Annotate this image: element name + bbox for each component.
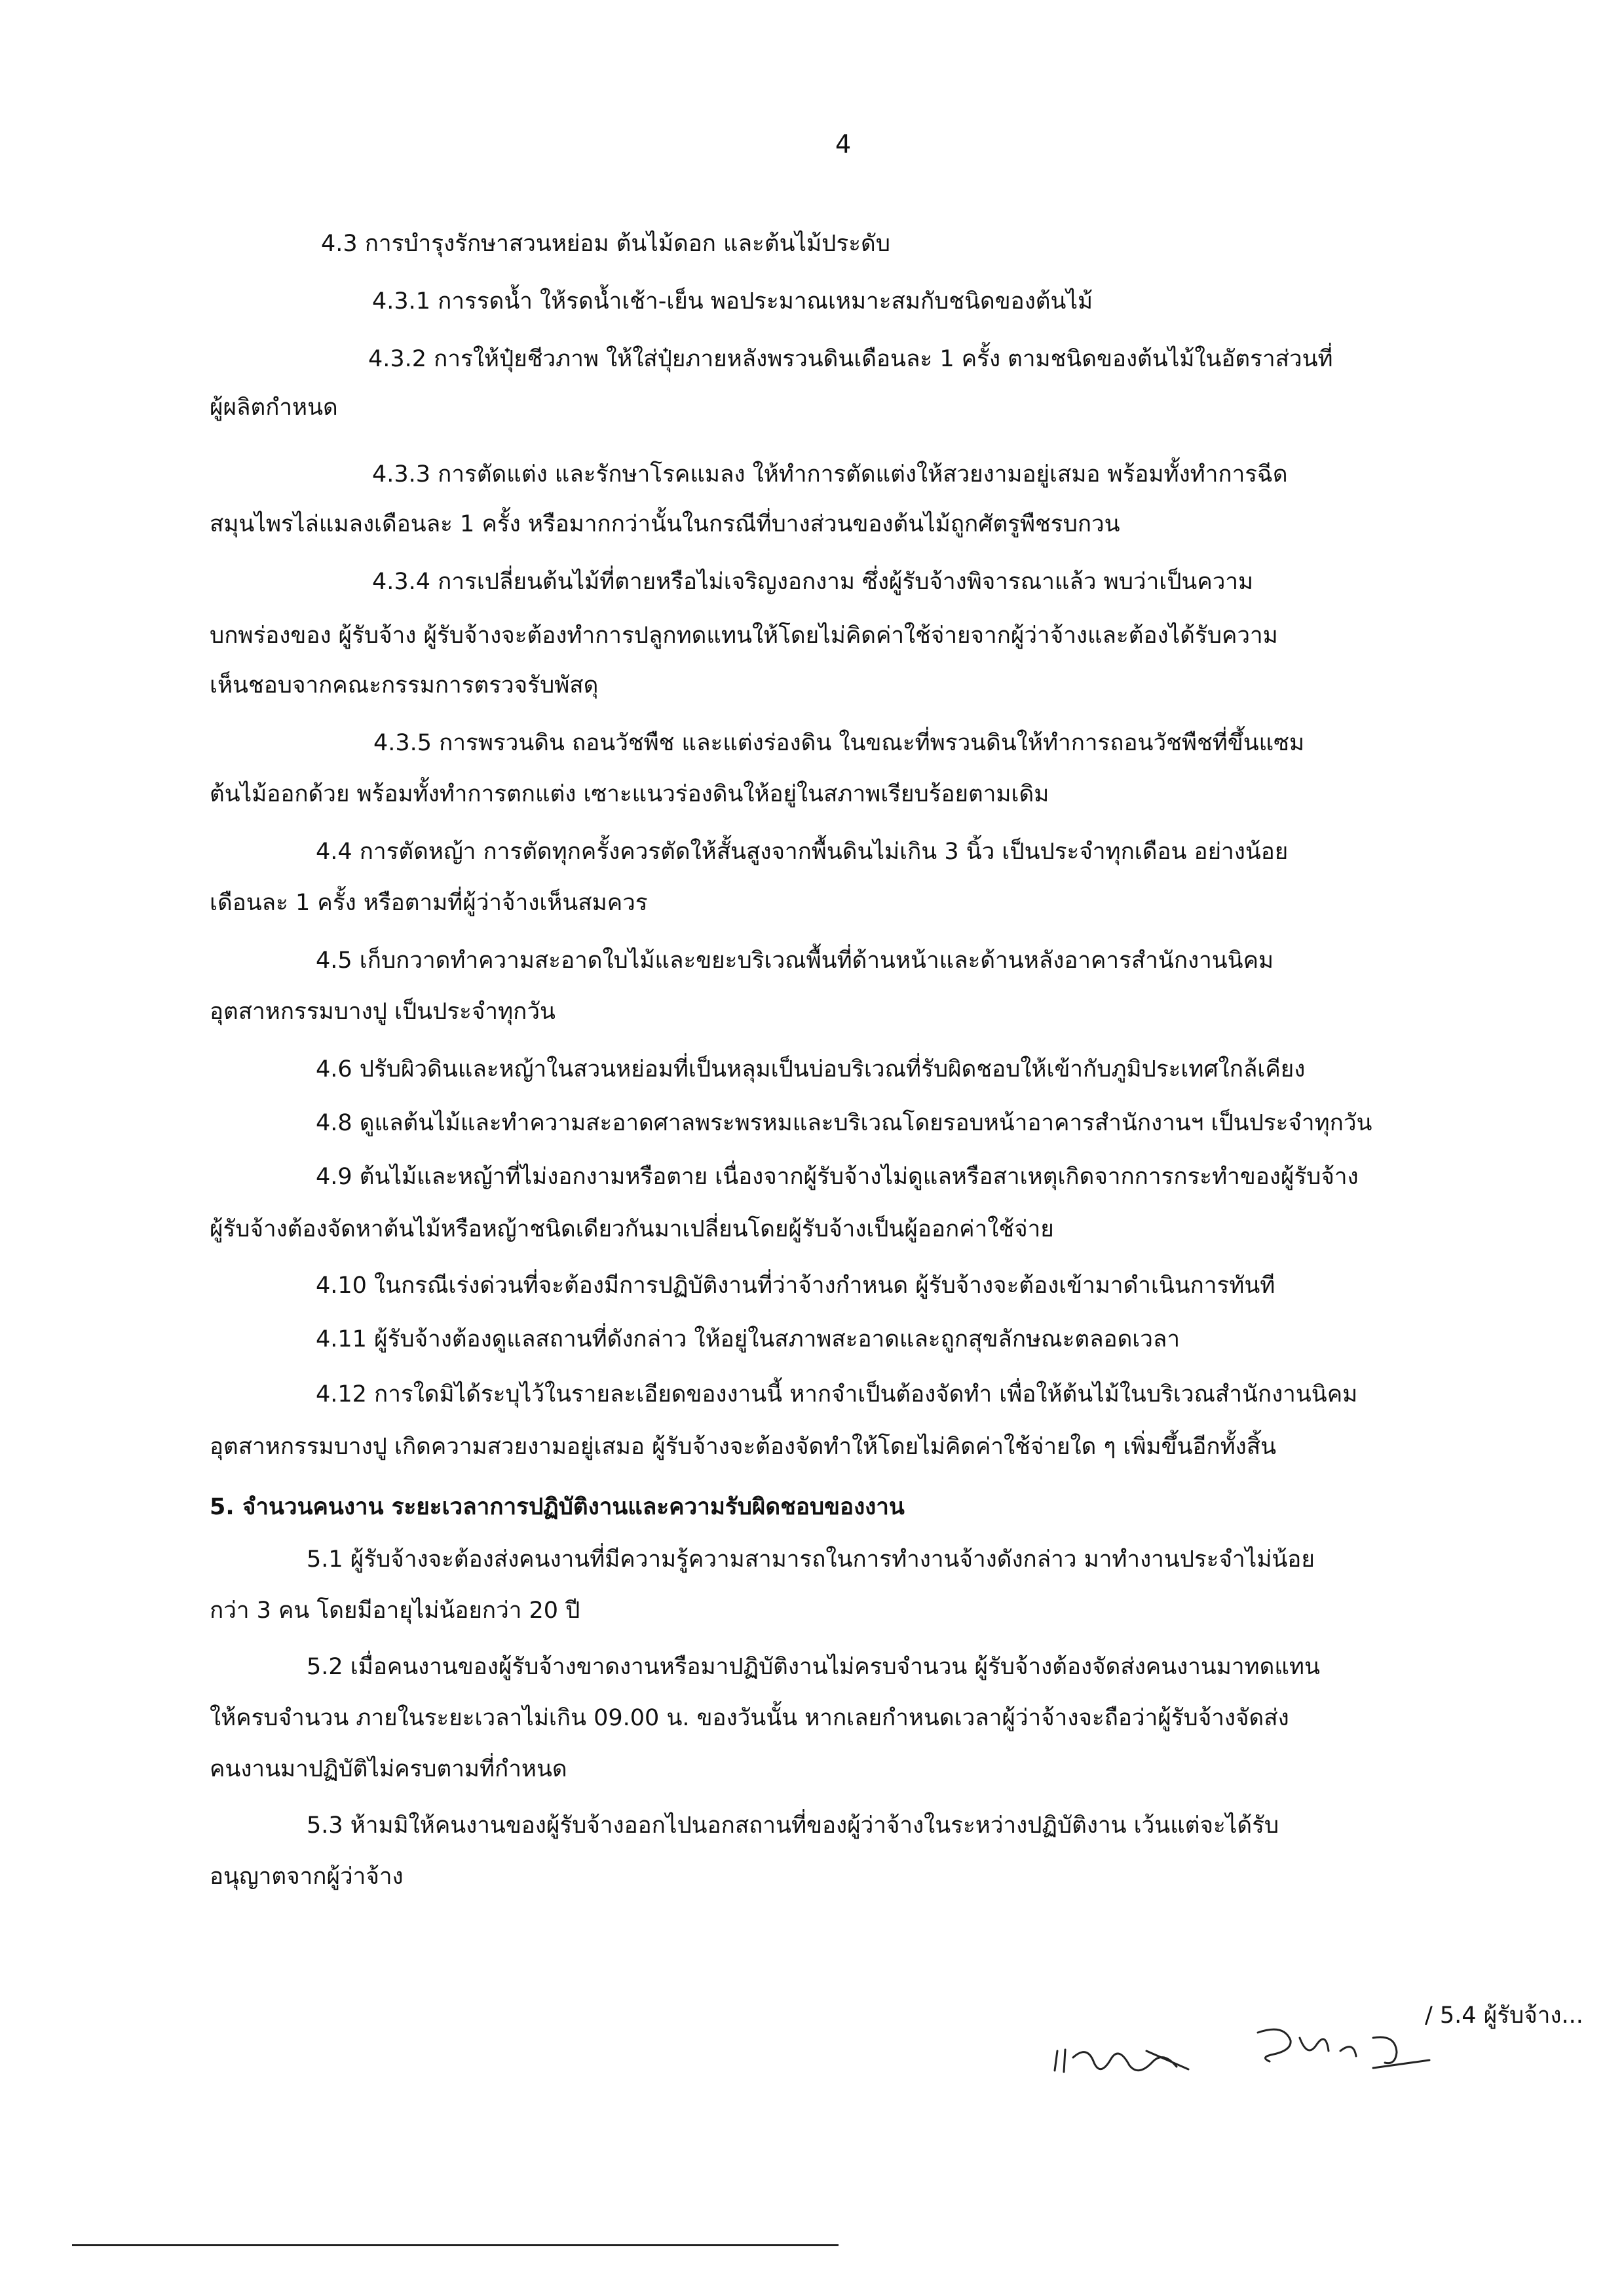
paragraph-line: 4.3.1 การรดน้ำ ให้รดน้ำเช้า-เย็น พอประมาณเหมาะสมกับชนิดของต้นไม้ [372, 288, 1093, 315]
paragraph-line: 5.2 เมื่อคนงานของผู้รับจ้างขาดงานหรือมาปฏิบัติงานไม่ครบจำนวน ผู้รับจ้างต้องจัดส่งคนงานมาทดแทน [307, 1654, 1320, 1680]
paragraph-line: 4.9 ต้นไม้และหญ้าที่ไม่งอกงามหรือตาย เนื่องจากผู้รับจ้างไม่ดูแลหรือสาเหตุเกิดจากการกระทำของผู้รับจ้าง [316, 1164, 1359, 1190]
paragraph-line: คนงานมาปฏิบัติไม่ครบตามที่กำหนด [210, 1756, 567, 1782]
footer-rule [72, 2244, 839, 2246]
paragraph-line: 4.8 ดูแลต้นไม้และทำความสะอาดศาลพระพรหมและบริเวณโดยรอบหน้าอาคารสำนักงานฯ เป็นประจำทุกวัน [316, 1110, 1372, 1136]
paragraph-line: 4.3.3 การตัดแต่ง และรักษาโรคแมลง ให้ทำการตัดแต่งให้สวยงามอยู่เสมอ พร้อมทั้งทำการฉีด [372, 461, 1288, 488]
paragraph-line: เห็นชอบจากคณะกรรมการตรวจรับพัสดุ [210, 672, 599, 698]
paragraph-line: ผู้ผลิตกำหนด [210, 394, 338, 421]
paragraph-line: 4.3.5 การพรวนดิน ถอนวัชพืช และแต่งร่องดิน ในขณะที่พรวนดินให้ทำการถอนวัชพืชที่ขึ้นแซม [373, 730, 1305, 756]
paragraph-line: 5.3 ห้ามมิให้คนงานของผู้รับจ้างออกไปนอกสถานที่ของผู้ว่าจ้างในระหว่างปฏิบัติงาน เว้นแต่จะได้รับ [307, 1812, 1279, 1839]
paragraph-line: 5.1 ผู้รับจ้างจะต้องส่งคนงานที่มีความรู้ความสามารถในการทำงานจ้างดังกล่าว มาทำงานประจำไม่น้อย [307, 1546, 1315, 1573]
signature-2 [1245, 2018, 1441, 2084]
paragraph-line: 4.4 การตัดหญ้า การตัดทุกครั้งควรตัดให้สั้นสูงจากพื้นดินไม่เกิน 3 นิ้ว เป็นประจำทุกเดือน อย่างน้อย [316, 839, 1289, 865]
paragraph-line: 4.5 เก็บกวาดทำความสะอาดใบไม้และขยะบริเวณพื้นที่ด้านหน้าและด้านหลังอาคารสำนักงานนิคม [316, 947, 1274, 974]
paragraph-line: ให้ครบจำนวน ภายในระยะเวลาไม่เกิน 09.00 น. ของวันนั้น หากเลยกำหนดเวลาผู้ว่าจ้างจะถือว่าผู้รับจ้างจัดส่ง [210, 1705, 1289, 1731]
paragraph-line: 4.6 ปรับผิวดินและหญ้าในสวนหย่อมที่เป็นหลุมเป็นบ่อบริเวณที่รับผิดชอบให้เข้ากับภูมิประเทศใกล้เคียง [316, 1056, 1306, 1082]
paragraph-line: ต้นไม้ออกด้วย พร้อมทั้งทำการตกแต่ง เซาะแนวร่องดินให้อยู่ในสภาพเรียบร้อยตามเดิม [210, 781, 1049, 807]
paragraph-line: อนุญาตจากผู้ว่าจ้าง [210, 1864, 404, 1890]
paragraph-line: 4.3 การบำรุงรักษาสวนหย่อม ต้นไม้ดอก และต้นไม้ประดับ [321, 231, 890, 257]
paragraph-line: บกพร่องของ ผู้รับจ้าง ผู้รับจ้างจะต้องทำการปลูกทดแทนให้โดยไม่คิดค่าใช้จ่ายจากผู้ว่าจ้างและต้องได้รับความ [210, 622, 1278, 649]
paragraph-line: 4.12 การใดมิได้ระบุไว้ในรายละเอียดของงานนี้ หากจำเป็นต้องจัดทำ เพื่อให้ต้นไม้ในบริเวณสำนักงานนิคม [316, 1381, 1358, 1407]
paragraph-line: สมุนไพรไล่แมลงเดือนละ 1 ครั้ง หรือมากกว่านั้นในกรณีที่บางส่วนของต้นไม้ถูกศัตรูพืชรบกวน [210, 511, 1120, 537]
paragraph-line: กว่า 3 คน โดยมีอายุไม่น้อยกว่า 20 ปี [210, 1598, 580, 1624]
signature-1 [1048, 2031, 1212, 2090]
continuation-note: / 5.4 ผู้รับจ้าง... [1425, 2002, 1583, 2029]
paragraph-line: อุตสาหกรรมบางปู เป็นประจำทุกวัน [210, 999, 556, 1025]
paragraph-line: 4.10 ในกรณีเร่งด่วนที่จะต้องมีการปฏิบัติงานที่ว่าจ้างกำหนด ผู้รับจ้างจะต้องเข้ามาดำเนินการทันที [316, 1272, 1275, 1299]
paragraph-line: อุตสาหกรรมบางปู เกิดความสวยงามอยู่เสมอ ผู้รับจ้างจะต้องจัดทำให้โดยไม่คิดค่าใช้จ่ายใด ๆ เพิ่มขึ้นอีกทั้งสิ้น [210, 1434, 1277, 1460]
section-heading: 5. จำนวนคนงาน ระยะเวลาการปฏิบัติงานและความรับผิดชอบของงาน [210, 1494, 905, 1520]
paragraph-line: 4.11 ผู้รับจ้างต้องดูแลสถานที่ดังกล่าว ให้อยู่ในสภาพสะอาดและถูกสุขลักษณะตลอดเวลา [316, 1326, 1180, 1352]
paragraph-line: ผู้รับจ้างต้องจัดหาต้นไม้หรือหญ้าชนิดเดียวกันมาเปลี่ยนโดยผู้รับจ้างเป็นผู้ออกค่าใช้จ่าย [210, 1216, 1054, 1242]
paragraph-line: 4.3.4 การเปลี่ยนต้นไม้ที่ตายหรือไม่เจริญงอกงาม ซึ่งผู้รับจ้างพิจารณาแล้ว พบว่าเป็นความ [372, 569, 1254, 595]
page-number: 4 [835, 130, 852, 159]
paragraph-line: เดือนละ 1 ครั้ง หรือตามที่ผู้ว่าจ้างเห็นสมควร [210, 890, 648, 916]
paragraph-line: 4.3.2 การให้ปุ๋ยชีวภาพ ให้ใส่ปุ๋ยภายหลังพรวนดินเดือนละ 1 ครั้ง ตามชนิดของต้นไม้ในอัตราส่วนที่ [368, 346, 1333, 372]
